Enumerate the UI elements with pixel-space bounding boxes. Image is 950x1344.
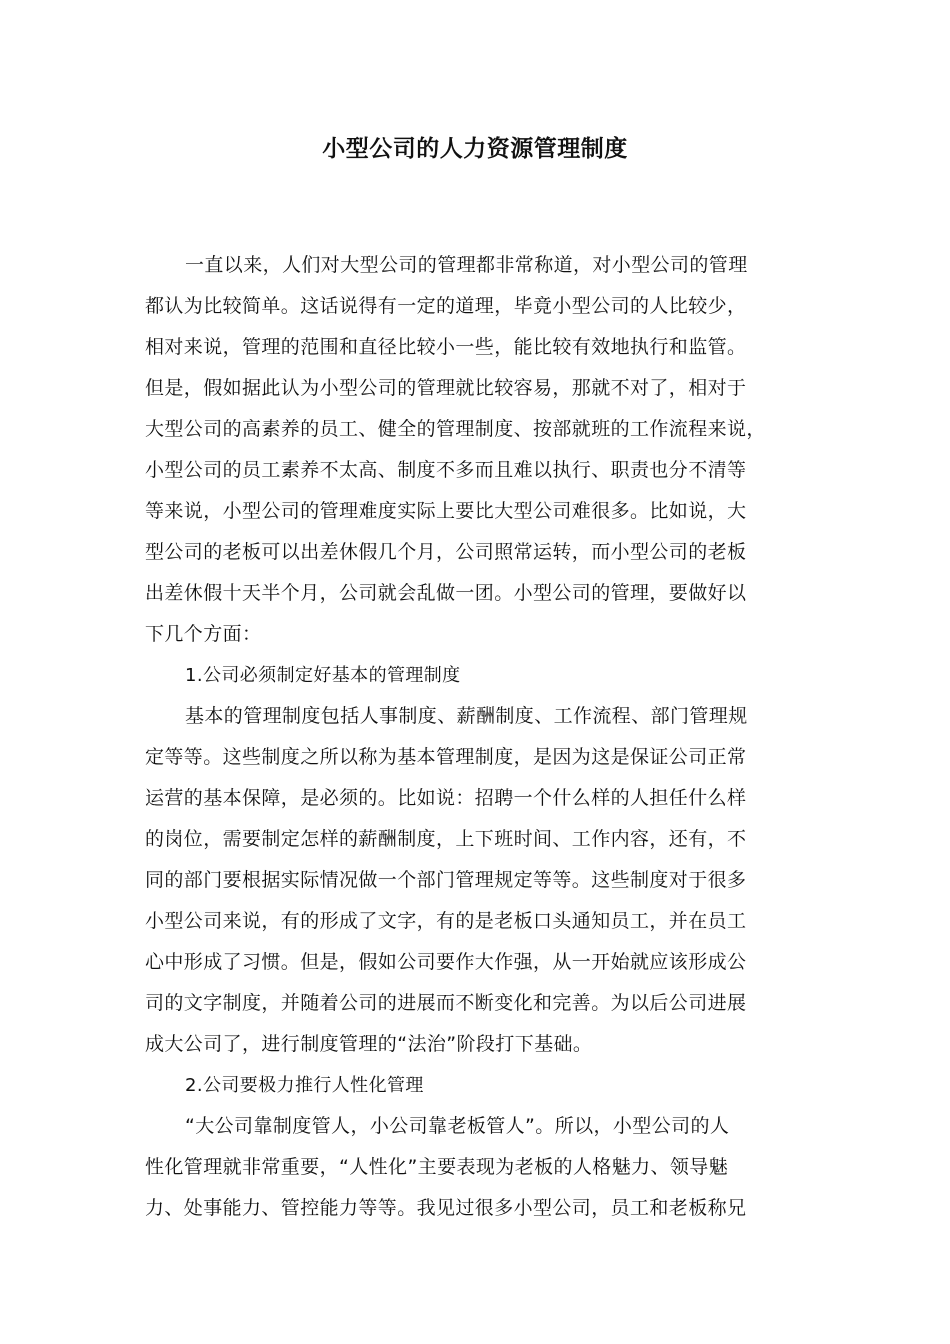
document-body xyxy=(145,245,820,1229)
paragraph-line: 下几个方面： xyxy=(145,623,262,645)
paragraph-line: 基本的管理制度包括人事制度、薪酬制度、工作流程、部门管理规 xyxy=(185,705,748,727)
paragraph-line: 大型公司的高素养的员工、健全的管理制度、按部就班的工作流程来说， xyxy=(145,418,766,440)
paragraph-line: 但是，假如据此认为小型公司的管理就比较容易，那就不对了，相对于 xyxy=(145,377,747,399)
paragraph-line: “大公司靠制度管人，小公司靠老板管人”。所以，小型公司的人 xyxy=(185,1115,730,1137)
paragraph-line: 一直以来，人们对大型公司的管理都非常称道，对小型公司的管理 xyxy=(185,254,748,276)
paragraph-line: 等来说，小型公司的管理难度实际上要比大型公司难很多。比如说，大 xyxy=(145,500,747,522)
paragraph-line: 小型公司的员工素养不太高、制度不多而且难以执行、职责也分不清等 xyxy=(145,459,747,481)
paragraph-line: 定等等。这些制度之所以称为基本管理制度，是因为这是保证公司正常 xyxy=(145,746,747,768)
section-heading: 2.公司要极力推行人性化管理 xyxy=(185,1075,424,1096)
paragraph-line: 都认为比较简单。这话说得有一定的道理，毕竟小型公司的人比较少， xyxy=(145,295,747,317)
paragraph-line: 的岗位，需要制定怎样的薪酬制度，上下班时间、工作内容，还有，不 xyxy=(145,828,747,850)
document-title: 小型公司的人力资源管理制度 xyxy=(322,136,628,162)
paragraph-line: 心中形成了习惯。但是，假如公司要作大作强，从一开始就应该形成公 xyxy=(145,951,747,973)
paragraph-line: 型公司的老板可以出差休假几个月，公司照常运转，而小型公司的老板 xyxy=(145,541,747,563)
paragraph-line: 小型公司来说，有的形成了文字，有的是老板口头通知员工，并在员工 xyxy=(145,910,747,932)
paragraph-line: 相对来说，管理的范围和直径比较小一些，能比较有效地执行和监管。 xyxy=(145,336,747,358)
paragraph-line: 同的部门要根据实际情况做一个部门管理规定等等。这些制度对于很多 xyxy=(145,869,747,891)
paragraph-line: 性化管理就非常重要，“人性化”主要表现为老板的人格魅力、领导魅 xyxy=(145,1156,729,1178)
paragraph-line: 成大公司了，进行制度管理的“法治”阶段打下基础。 xyxy=(145,1033,593,1055)
paragraph-line: 力、处事能力、管控能力等等。我见过很多小型公司，员工和老板称兄 xyxy=(145,1197,747,1219)
paragraph-line: 运营的基本保障，是必须的。比如说：招聘一个什么样的人担任什么样 xyxy=(145,787,747,809)
paragraph-line: 司的文字制度，并随着公司的进展而不断变化和完善。为以后公司进展 xyxy=(145,992,747,1014)
paragraph-line: 出差休假十天半个月，公司就会乱做一团。小型公司的管理，要做好以 xyxy=(145,582,747,604)
section-heading: 1.公司必须制定好基本的管理制度 xyxy=(185,665,461,686)
